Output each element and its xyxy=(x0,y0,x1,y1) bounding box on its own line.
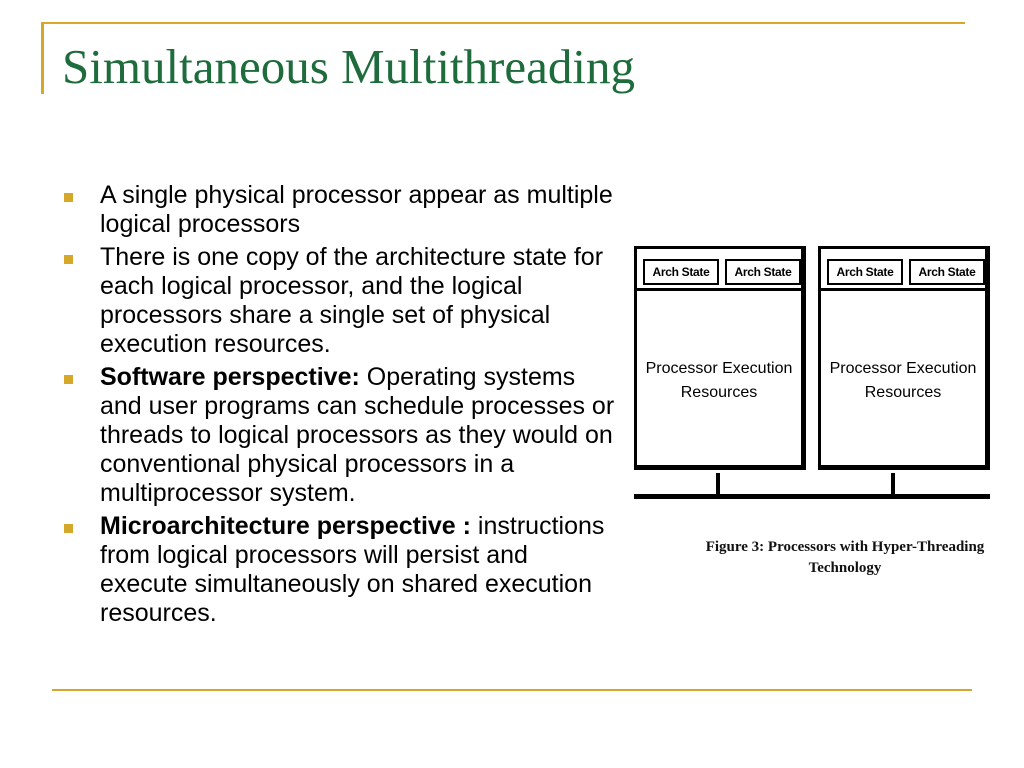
bottom-rule xyxy=(52,689,972,691)
bullet-square-icon xyxy=(64,255,73,264)
arch-state-box: Arch State xyxy=(827,259,903,285)
bullet-item xyxy=(62,181,622,239)
bullet-square-icon xyxy=(64,524,73,533)
bullet-list xyxy=(62,181,622,632)
arch-state-box: Arch State xyxy=(909,259,985,285)
bullet-bold-text: Microarchitecture perspective : xyxy=(100,512,471,540)
bullet-text: There is one copy of the architecture state for each logical processor, and the logical processors share a single set of physical execution resources. xyxy=(100,243,604,358)
bullet-item xyxy=(62,363,622,508)
caption-line: Technology xyxy=(808,560,882,576)
arch-state-row xyxy=(821,249,985,291)
arch-state-box: Arch State xyxy=(643,259,719,285)
slide-title: Simultaneous Multithreading xyxy=(62,39,635,94)
bullet-item xyxy=(62,243,622,359)
bullet-square-icon xyxy=(64,375,73,384)
bus-connector xyxy=(716,473,720,495)
bus-connector xyxy=(891,473,895,495)
top-rule xyxy=(41,22,965,24)
execution-resources-line: Processor Execution xyxy=(829,360,977,377)
bullet-bold-text: Software perspective: xyxy=(100,363,360,391)
arch-state-box: Arch State xyxy=(725,259,801,285)
caption-line: Figure 3: Processors with Hyper-Threading xyxy=(705,539,985,555)
bullet-item xyxy=(62,512,622,628)
hyperthreading-figure xyxy=(630,246,1000,506)
arch-state-row xyxy=(637,249,801,291)
execution-resources-line: Resources xyxy=(680,384,758,401)
execution-resources-line: Resources xyxy=(864,384,942,401)
processor-block xyxy=(634,246,806,470)
left-accent-rule xyxy=(41,22,44,94)
figure-caption xyxy=(666,537,1024,579)
bullet-text: Operating systems and user programs can schedule processes or threads to logical processors as they would on conventional physical processors in a multiprocessor system. xyxy=(100,363,615,507)
execution-resources-label xyxy=(821,357,985,405)
bullet-square-icon xyxy=(64,193,73,202)
bullet-text: A single physical processor appear as multiple logical processors xyxy=(100,181,613,238)
bullet-text: instructions from logical processors will persist and execute simultaneously on shared execution resources. xyxy=(100,512,605,627)
processor-block xyxy=(818,246,990,470)
system-bus xyxy=(634,494,990,499)
execution-resources-label xyxy=(637,357,801,405)
execution-resources-line: Processor Execution xyxy=(645,360,793,377)
